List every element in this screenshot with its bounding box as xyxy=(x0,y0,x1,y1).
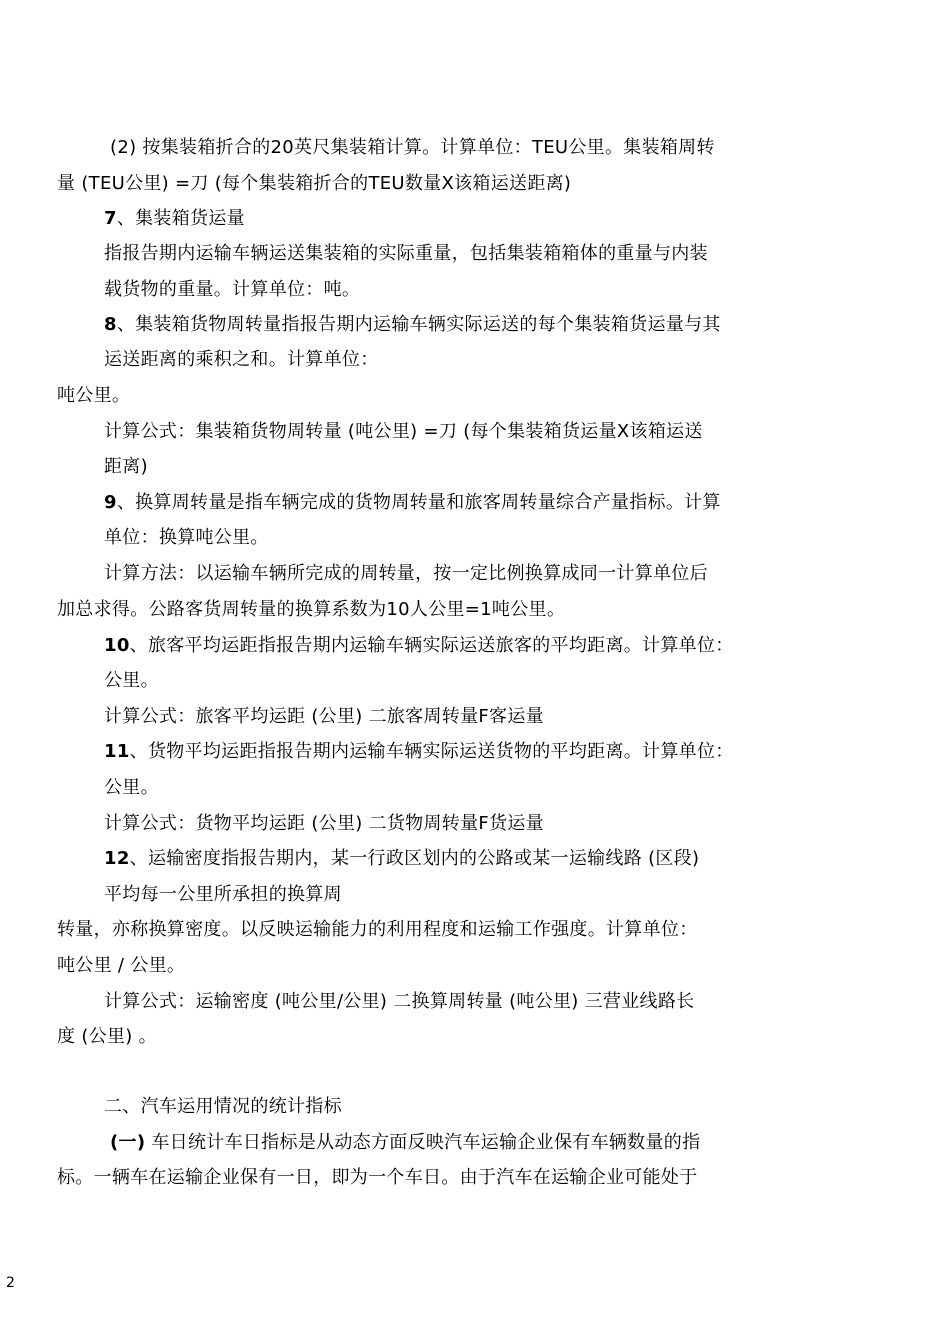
text-line: 计算公式：集装箱货物周转量 (吨公里) =刀 (每个集装箱货运量X该箱运送 xyxy=(104,421,703,442)
text-line: 吨公里。 xyxy=(57,385,131,406)
text-line: 7、集装箱货运量 xyxy=(104,208,245,229)
item-number: 7 xyxy=(104,208,117,229)
text-line: 计算公式：货物平均运距 (公里) 二货物周转量F货运量 xyxy=(104,813,544,834)
text-line: 10、旅客平均运距指报告期内运输车辆实际运送旅客的平均距离。计算单位： xyxy=(104,635,734,656)
text-line: 9、换算周转量是指车辆完成的货物周转量和旅客周转量综合产量指标。计算 xyxy=(104,492,721,513)
text-line: 单位：换算吨公里。 xyxy=(104,527,269,548)
section-heading: 二、汽车运用情况的统计指标 xyxy=(104,1096,342,1117)
text-line: 指报告期内运输车辆运送集装箱的实际重量，包括集装箱箱体的重量与内装 xyxy=(104,243,708,264)
item-number: 10 xyxy=(104,635,130,656)
text-line: 平均每一公里所承担的换算周 xyxy=(104,884,342,905)
item-number: 8 xyxy=(104,314,117,335)
text-line: (2) 按集装箱折合的20英尺集装箱计算。计算单位：TEU公里。集装箱周转 xyxy=(110,137,715,158)
text-line: 度 (公里) 。 xyxy=(57,1026,157,1047)
item-number: 12 xyxy=(104,848,130,869)
text-line: 量 (TEU公里) =刀 (每个集装箱折合的TEU数量X该箱运送距离) xyxy=(57,173,572,194)
text-line: 计算公式：运输密度 (吨公里/公里) 二换算周转量 (吨公里) 三营业线路长 xyxy=(104,991,695,1012)
text-line: 加总求得。公路客货周转量的换算系数为10人公里=1吨公里。 xyxy=(57,599,566,620)
text-line: 吨公里 / 公里。 xyxy=(57,955,186,976)
text-line: 标。一辆车在运输企业保有一日，即为一个车日。由于汽车在运输企业可能处于 xyxy=(57,1167,698,1188)
text-line: 11、货物平均运距指报告期内运输车辆实际运送货物的平均距离。计算单位： xyxy=(104,741,734,762)
text-line: 8、集装箱货物周转量指报告期内运输车辆实际运送的每个集装箱货运量与其 xyxy=(104,314,721,335)
text-line: 计算方法：以运输车辆所完成的周转量，按一定比例换算成同一计算单位后 xyxy=(104,563,708,584)
text-line: 12、运输密度指报告期内，某一行政区划内的公路或某一运输线路 (区段) xyxy=(104,848,700,869)
page-number: 2 xyxy=(6,1275,15,1291)
text-line: 运送距离的乘积之和。计算单位： xyxy=(104,349,379,370)
text-line: 距离) xyxy=(104,456,148,477)
text-line: 计算公式：旅客平均运距 (公里) 二旅客周转量F客运量 xyxy=(104,706,544,727)
text-line: 载货物的重量。计算单位：吨。 xyxy=(104,279,361,300)
item-number: 9 xyxy=(104,492,117,513)
text-line: 公里。 xyxy=(104,777,159,798)
text-line: 转量，亦称换算密度。以反映运输能力的利用程度和运输工作强度。计算单位： xyxy=(57,919,698,940)
item-number: 11 xyxy=(104,741,130,762)
text-line: (一) 车日统计车日指标是从动态方面反映汽车运输企业保有车辆数量的指 xyxy=(110,1132,701,1153)
text-line: 公里。 xyxy=(104,670,159,691)
item-number: (一) xyxy=(110,1132,146,1153)
